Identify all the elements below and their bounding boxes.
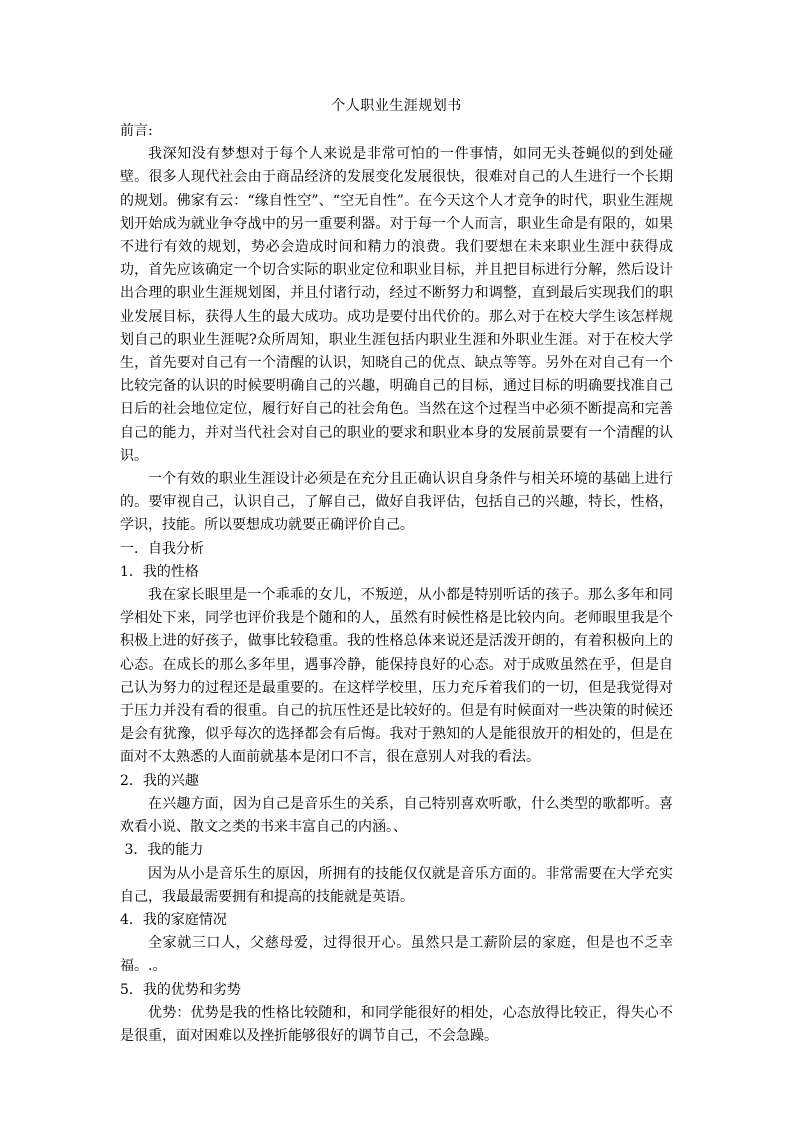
document-title: 个人职业生涯规划书 bbox=[331, 98, 462, 114]
interests-paragraph: 在兴趣方面，因为自己是音乐生的关系，自己特别喜欢听歌，什么类型的歌都听。喜欢看小说、散文之类的书来丰富自己的内涵。、 bbox=[120, 795, 673, 836]
subsection-heading-personality: 1．我的性格 bbox=[120, 563, 199, 580]
subsection-heading-abilities: 3．我的能力 bbox=[120, 842, 204, 859]
subsection-heading-strengths-weaknesses: 5．我的优势和劣势 bbox=[120, 981, 241, 998]
strengths-paragraph: 优势：优势是我的性格比较随和，和同学能很好的相处，心态放得比较正，得失心不是很重，面对困难以及挫折能够很好的调节自己，不会急躁。 bbox=[120, 1004, 673, 1044]
subsection-heading-interests: 2．我的兴趣 bbox=[120, 772, 199, 789]
section-heading-self-analysis: 一．自我分析 bbox=[120, 540, 204, 557]
family-paragraph: 全家就三口人，父慈母爱，过得很开心。虽然只是工薪阶层的家庭，但是也不乏幸福。.。 bbox=[120, 935, 673, 975]
preface-label: 前言: bbox=[120, 123, 153, 139]
subsection-heading-family: 4．我的家庭情况 bbox=[120, 911, 227, 928]
abilities-paragraph: 因为从小是音乐生的原因，所拥有的技能仅仅就是音乐方面的。非常需要在大学充实自己，我最最需要拥有和提高的技能就是英语。 bbox=[120, 865, 673, 905]
preface-paragraph-2: 一个有效的职业生涯设计必须是在充分且正确认识自身条件与相关环境的基础上进行的。要审视自己，认识自己，了解自己，做好自我评估，包括自己的兴趣，特长，性格，学识，技能。所以要想成功就要正确评价自己。 bbox=[120, 471, 673, 534]
personality-paragraph: 我在家长眼里是一个乖乖的女儿，不叛逆，从小都是特别听话的孩子。那么多年和同学相处下来，同学也评价我是个随和的人，虽然有时候性格是比较内向。老师眼里我是个积极上进的好孩子，做事比较稳重。我的性格总体来说还是活泼开朗的，有着积极向上的心态。在成长的那么多年里，遇事冷静，能保持良好的心态。对于成败虽然在乎，但是自己认为努力的过程还是最重要的。在这样学校里，压力充斥着我们的一切，但是我觉得对于压力并没有看的很重。自己的抗压性还是比较好的。但是有时候面对一些决策的时候还是会有犹豫，似乎每次的选择都会有后悔。我对于熟知的人是能很放开的相处的，但是在面对不太熟悉的人面前就基本是闭口不言，很在意别人对我的看法。 bbox=[120, 587, 673, 766]
preface-paragraph-1: 我深知没有梦想对于每个人来说是非常可怕的一件事情，如同无头苍蝇似的到处碰壁。很多人现代社会由于商品经济的发展变化发展很快，很难对自己的人生进行一个长期的规划。佛家有云：“缘自性空”、“空无自性”。在今天这个人才竞争的时代，职业生涯规划开始成为就业争夺战中的另一重要利器。对于每一个人而言，职业生命是有限的，如果不进行有效的规划，势必会造成时间和精力的浪费。我们要想在未来职业生涯中获得成功，首先应该确定一个切合实际的职业定位和职业目标，并且把目标进行分解，然后设计出合理的职业生涯规划图，并且付诸行动，经过不断努力和调整，直到最后实现我们的职业发展目标，获得人生的最大成功。成功是要付出代价的。那么对于在校大学生该怎样规划自己的职业生涯呢?众所周知，职业生涯包括内职业生涯和外职业生涯。对于在校大学生，首先要对自己有一个清醒的认识，知晓自己的优点、缺点等等。另外在对自己有一个比较完备的认识的时候要明确自己的兴趣，明确自己的目标，通过目标的明确要找准自己日后的社会地位定位，履行好自己的社会角色。当然在这个过程当中必须不断提高和完善自己的能力，并对当代社会对自己的职业的要求和职业本身的发展前景要有一个清醒的认识。 bbox=[120, 146, 673, 464]
document-body bbox=[120, 120, 673, 1048]
